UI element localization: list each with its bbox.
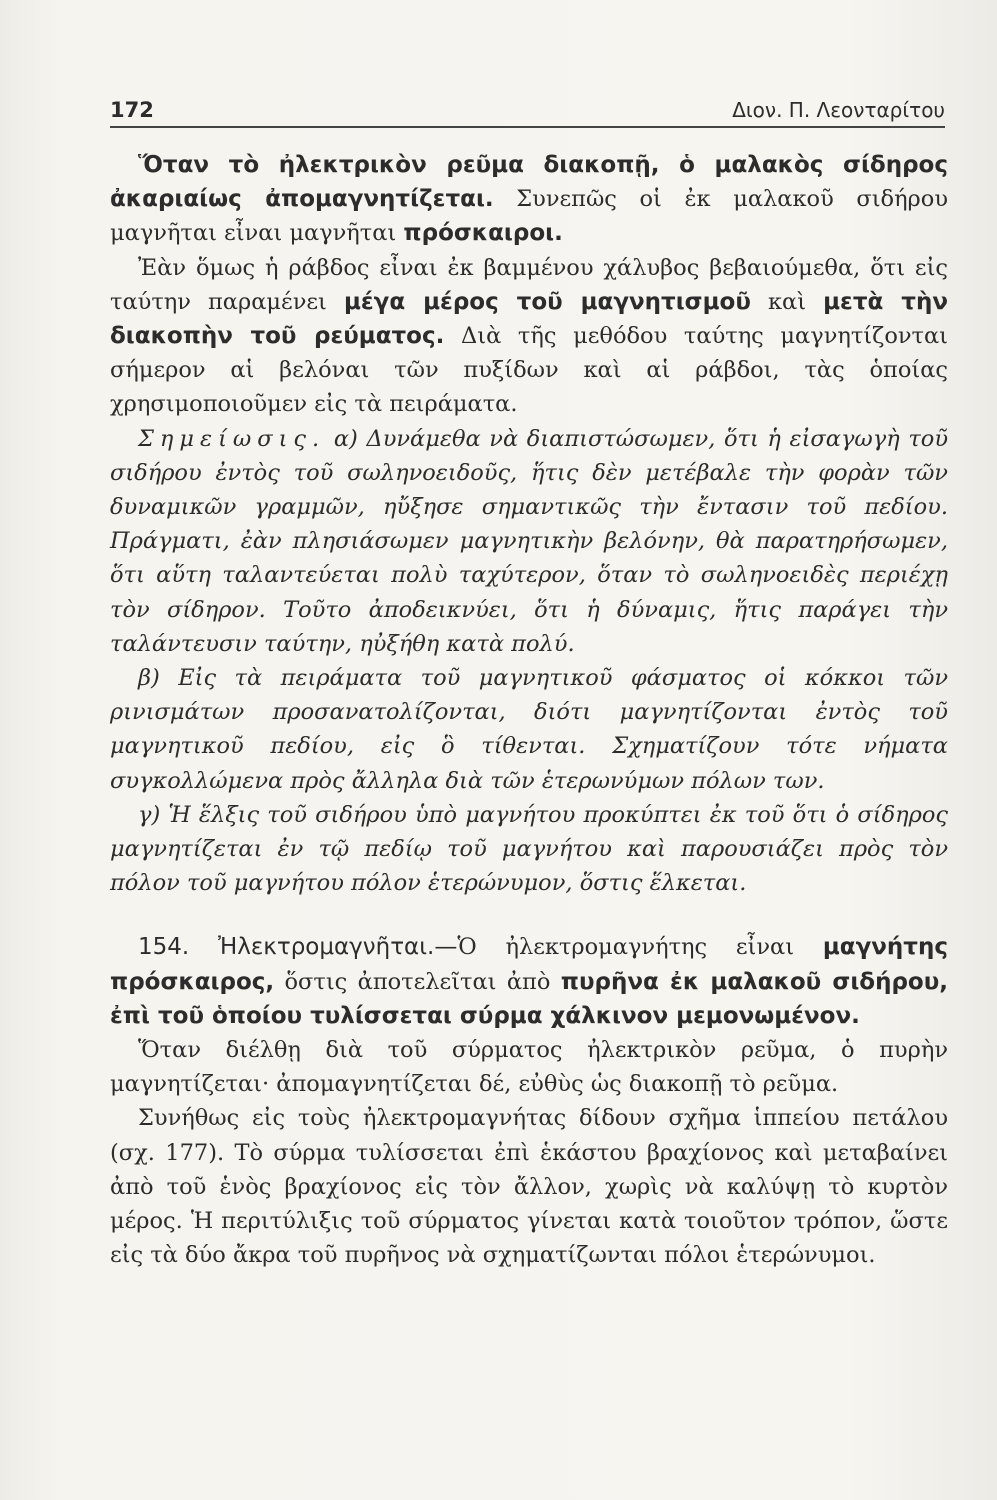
note-label: Σημείωσις. [138, 425, 326, 452]
note-text: β) Εἰς τὰ πειράματα τοῦ μαγνητικοῦ φάσματος οἱ κόκκοι τῶν ρινισμάτων προσανατολίζονται, διότι μαγνητίζονται ἐντὸς τοῦ μαγνητικοῦ πεδίου, εἰς ὃ τίθενται. Σχηματίζουν τότε νήματα συγκολλώμενα πρὸς ἄλληλα διὰ τῶν ἑτερωνύμων πόλων των. [110, 665, 948, 794]
paragraph-text: Ἐὰν ὅμως ἡ ράβδος εἶναι ἐκ βαμμένου χάλυβος βεβαιούμεθα, ὅτι εἰς ταύτην παραμένει [110, 254, 948, 315]
note-c [110, 798, 948, 901]
bold-term: μετὰ τὴν διακοπὴν τοῦ ρεύματος. [110, 288, 948, 350]
note-text: γ) Ἡ ἕλξις τοῦ σιδήρου ὑπὸ μαγνήτου προκύπτει ἐκ τοῦ ὅτι ὁ σίδηρος μαγνητίζεται ἐν τῷ πεδίῳ τοῦ μαγνήτου καὶ παρουσιάζει πρὸς τὸν πόλον τοῦ μαγνήτου πόλον ἑτερώνυμον, ὅστις ἕλκεται. [110, 801, 948, 897]
bold-term: μαγνήτης πρόσκαιρος, [110, 934, 948, 995]
note-a [110, 422, 948, 661]
paragraph-text: ὅστις ἀποτελεῖται ἀπὸ [274, 968, 561, 995]
paragraph-text: Ὁ ἠλεκτρομαγνήτης εἶναι [457, 934, 823, 961]
section-dash: — [434, 934, 458, 961]
bold-term: μέγα μέρος τοῦ μαγνητισμοῦ [343, 288, 751, 315]
bold-statement: Ὅταν τὸ ἠλεκτρικὸν ρεῦμα διακοπῇ, ὁ μαλακὸς σίδηρος ἀκαριαίως ἀπομαγνητίζεται. [110, 152, 948, 213]
note-text: α) Δυνάμεθα νὰ διαπιστώσωμεν, ὅτι ἡ εἰσαγωγὴ τοῦ σιδήρου ἐντὸς τοῦ σωληνοειδοῦς, ἥτις δὲν μετέβαλε τὴν φορὰν τῶν δυναμικῶν γραμμῶν, ηὔξησε σημαντικῶς τὴν ἔντασιν τοῦ πεδίου. Πράγματι, ἐὰν πλησιάσωμεν μαγνητικὴν βελόνην, θὰ παρατηρήσωμεν, ὅτι αὕτη ταλαντεύεται πολὺ ταχύτερον, ὅταν τὸ σωληνοειδὲς περιέχῃ τὸν σίδηρον. Τοῦτο ἀποδεικνύει, ὅτι ἡ δύναμις, ἥτις παράγει τὴν ταλάντευσιν ταύτην, ηὐξήθη κατὰ πολύ. [110, 425, 949, 657]
page-body [110, 148, 948, 1273]
paragraph-temporary-magnets [110, 148, 948, 251]
section-154-intro [110, 930, 948, 1033]
page-number: 172 [110, 98, 154, 122]
running-head: Διον. Π. Λεονταρίτου [732, 98, 945, 122]
bold-term: πρόσκαιροι. [403, 220, 563, 247]
paragraph-steel [110, 251, 948, 422]
note-b [110, 661, 948, 798]
paragraph-text: Συνήθως εἰς τοὺς ἠλεκτρομαγνήτας δίδουν σχῆμα ἱππείου πετάλου (σχ. 177). Τὸ σύρμα τυλίσσεται ἐπὶ ἑκάστου βραχίονος καὶ μεταβαίνει ἀπὸ τοῦ ἑνὸς βραχίονος εἰς τὸν ἄλλον, χωρὶς νὰ καλύψῃ τὸ κυρτὸν μέρος. Ἡ περιτύλιξις τοῦ σύρματος γίνεται κατὰ τοιοῦτον τρόπον, ὥστε εἰς τὰ δύο ἄκρα τοῦ πυρῆνος νὰ σχηματίζωνται πόλοι ἑτερώνυμοι. [110, 1105, 948, 1269]
section-154-paragraph-3 [110, 1101, 948, 1272]
paragraph-text: Συνεπῶς οἱ ἐκ μαλακοῦ σιδήρου μαγνῆται εἶναι μαγνῆται [110, 186, 949, 247]
paragraph-text: Διὰ τῆς μεθόδου ταύτης μαγνητίζονται σήμερον αἱ βελόναι τῶν πυξίδων καὶ αἱ ράβδοι, τὰς ὁποίας χρησιμοποιοῦμεν εἰς τὰ πειράματα. [110, 323, 949, 418]
section-title: Ἠλεκτρομαγνῆται. [218, 934, 435, 961]
page-header [110, 90, 945, 128]
bold-term: πυρῆνα ἐκ μαλακοῦ σιδήρου, ἐπὶ τοῦ ὁποίου τυλίσσεται σύρμα χάλκινον μεμονωμένον. [110, 968, 948, 1029]
paragraph-text: Ὅταν διέλθῃ διὰ τοῦ σύρματος ἠλεκτρικὸν ρεῦμα, ὁ πυρὴν μαγνητίζεται· ἀπομαγνητίζεται δέ, εὐθὺς ὡς διακοπῇ τὸ ρεῦμα. [110, 1037, 948, 1098]
section-number: 154. [138, 934, 190, 961]
section-154-paragraph-2 [110, 1033, 948, 1101]
paragraph-text: καὶ [750, 288, 824, 315]
